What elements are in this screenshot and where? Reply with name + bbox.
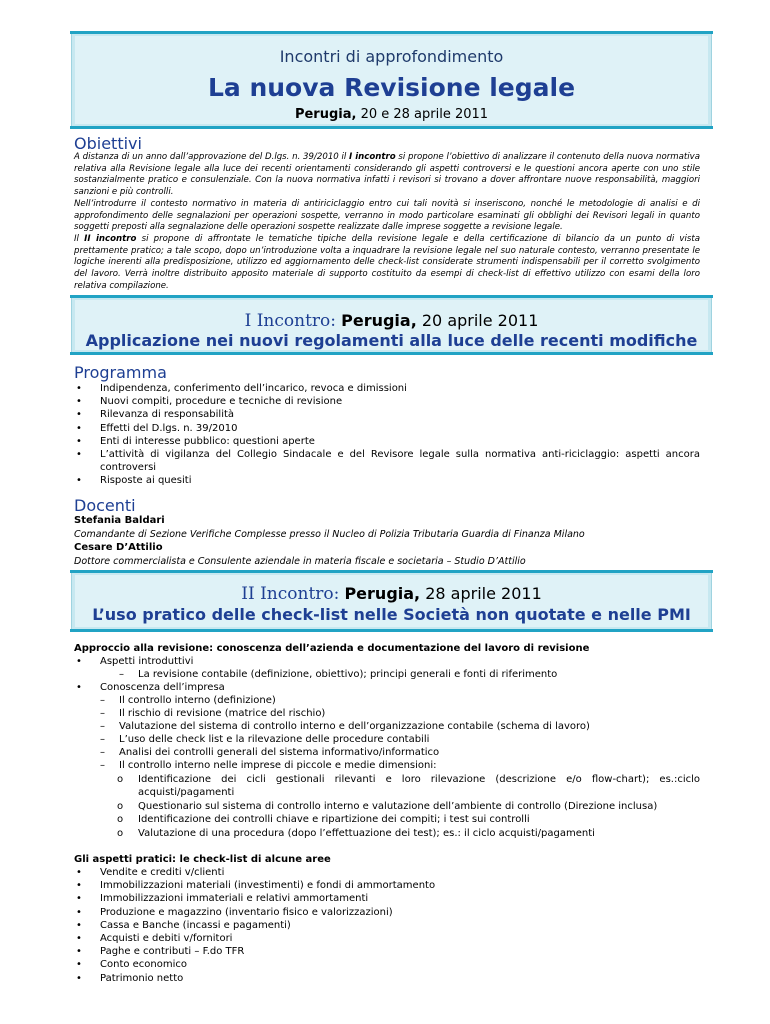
- incontro2-banner: [71, 571, 712, 631]
- document-page: Incontri di approfondimento La nuova Revisione legale Perugia, 20 e 28 aprile 2011 Obiettivi A distanza di un anno dall’approvazione del D.lgs. n. 39/2010 il I incontro si propone l’obiettivo di analizzare il contenuto della nuova normativa relativa alla Revisione legale alla luce dei recenti orientamenti considerando gli aspetti controversi e le questioni ancora aperte con uno stile sostanzialmente pratico e consulenziale. Con la nuova normativa infatti i revisori si trovano a dover affrontare nuove responsabilità, maggiori sanzioni e più controlli. Nell’introdurre il contesto normativo in materia di antiriciclaggio entro cui tali novità si inseriscono, nonché le metodologie di analisi e di approfondimento delle segnalazioni per operazioni sospette, verranno in modo particolare esaminati gli obblighi dei Revisori legali in quanto soggetti preposti alla segnalazione delle operazioni sospette realizzate dalle imprese soggette a revisione legale. Il II incontro si propone di affrontate le tematiche tipiche della revisione legale e della certificazione di bilancio da un punto di vista prettamente pratico; a tale scopo, dopo un’introduzione volta a inquadrare la revisione legale nel suo naturale contesto, verranno presentate le logiche inerenti alla predisposizione, utilizzo ed aggiornamento delle check-list considerate strumenti indispensabili per il corretto svolgimento del lavoro. Verrà inoltre distribuito apposito materiale di supporto costituito da esempi di check-list di effettivo utilizzo con esami della loro relativa compilazione. I Incontro: Perugia, 20 aprile 2011 Applicazione nei nuovi regolamenti alla luce delle recenti modifiche Programma • Indipendenza, conferimento dell’incarico, revoca e dimissioni • Nuovi compiti, procedure e tecniche di revisione • Rilevanza di responsabilità • Effetti del D.lgs. n. 39/2010 • Enti di interesse pubblico: questioni aperte • L’attività di vigilanza del Collegio Sindacale e del Revisore legale sulla normativa anti-riciclaggio: aspetti ancora controversi • Risposte ai quesiti Docenti Stefania Baldari Comandante di Sezione Verifiche Complesse presso il Nucleo di Polizia Tributaria Guardia di Finanza Milano Cesare D’Attilio Dottore commercialista e Consulente aziendale in materia fiscale e societaria – Studio D’Attilio II Incontro: Perugia, 28 aprile 2011 L’uso pratico delle check-list nelle Società non quotate e nelle PMI Approccio alla revisione: conoscenza dell’azienda e documentazione del lavoro di revisione • Aspetti introduttivi – La revisione contabile (definizione, obiettivo); principi generali e fonti di riferimento • Conoscenza dell’impresa – Il controllo interno (definizione) – Il rischio di revisione (matrice del rischio) – Valutazione del sistema di controllo interno e dell’organizzazione contabile (schema di lavoro) – L’uso delle check list e la rilevazione delle procedure contabili – Analisi dei controlli generali del sistema informativo/informatico – Il controllo interno nelle imprese di piccole e medie dimensioni: o Identificazione dei cicli gestionali rilevanti e loro rilevazione (descrizione e/o flow-chart); es.:ciclo acquisti/pagamenti o Questionario sul sistema di controllo interno e valutazione dell’ambiente di controllo (Direzione inclusa) o Identificazione dei controlli chiave e ripartizione dei compiti; i test sui controlli o Valutazione di una procedura (dopo l’effettuazione dei test); es.: il ciclo acquisti/pagamenti Gli aspetti pratici: le check-list di alcune aree • Vendite e crediti v/clienti • Immobilizzazioni materiali (investimenti) e fondi di ammortamento • Immobilizzazioni immateriali e relativi ammortamenti • Produzione e magazzino (inventario fisico e valorizzazioni) • Cassa e Banche (incassi e pagamenti) • Acquisti e debiti v/fornitori • Paghe e contributi – F.do TFR • Conto economico • Patrimonio netto: [0, 0, 770, 1024]
- docenti-heading: Docenti: [74, 496, 136, 515]
- list-item: • Acquisti e debiti v/fornitori: [74, 932, 700, 945]
- list-item: o Identificazione dei controlli chiave e ripartizione dei compiti; i test sui controlli: [117, 814, 530, 825]
- aspetti-heading: Gli aspetti pratici: le check-list di alcune aree: [74, 854, 331, 865]
- list-item: o Identificazione dei cicli gestionali rilevanti e loro rilevazione (descrizione e/o flow-chart); es.:ciclo acquisti/pagamenti: [117, 774, 700, 799]
- incontro1-date-line: I Incontro: Perugia, 20 aprile 2011: [244, 311, 539, 331]
- docente-role: Comandante di Sezione Verifiche Complesse presso il Nucleo di Polizia Tributaria Guardia di Finanza Milano: [74, 529, 585, 540]
- list-item: • Rilevanza di responsabilità: [74, 408, 700, 421]
- incontro2-title: L’uso pratico delle check-list nelle Società non quotate e nelle PMI: [92, 605, 691, 624]
- approccio-heading: Approccio alla revisione: conoscenza dell’azienda e documentazione del lavoro di revisione: [74, 643, 590, 654]
- obiettivi-heading: Obiettivi: [74, 134, 142, 153]
- list-item: • Enti di interesse pubblico: questioni aperte: [74, 435, 700, 448]
- list-item: • Paghe e contributi – F.do TFR: [74, 945, 700, 958]
- list-item: o Questionario sul sistema di controllo interno e valutazione dell’ambiente di controllo (Direzione inclusa): [117, 801, 658, 812]
- list-item: • Effetti del D.lgs. n. 39/2010: [74, 422, 700, 435]
- list-item: • Indipendenza, conferimento dell’incarico, revoca e dimissioni: [74, 382, 700, 395]
- header-title: La nuova Revisione legale: [207, 73, 576, 102]
- list-item: • Conto economico: [74, 958, 700, 971]
- aspetti-list: [74, 866, 700, 985]
- incontro1-banner: [71, 296, 712, 354]
- list-item: • Nuovi compiti, procedure e tecniche di revisione: [74, 395, 700, 408]
- list-item: Conoscenza dell’impresa: [100, 682, 225, 693]
- header-subtitle: Incontri di approfondimento: [279, 47, 504, 66]
- docente-name: Cesare D’Attilio: [74, 542, 163, 553]
- list-item: • L’attività di vigilanza del Collegio Sindacale e del Revisore legale sulla normativa anti-riciclaggio: aspetti ancora controversi: [74, 448, 700, 474]
- list-item: • Immobilizzazioni immateriali e relativi ammortamenti: [74, 892, 700, 905]
- list-item: • Vendite e crediti v/clienti: [74, 866, 700, 879]
- docente-role: Dottore commercialista e Consulente aziendale in materia fiscale e societaria – Studio D’Attilio: [74, 556, 526, 567]
- list-item: o Valutazione di una procedura (dopo l’effettuazione dei test); es.: il ciclo acquisti/pagamenti: [117, 828, 595, 839]
- header-date: Perugia, 20 e 28 aprile 2011: [294, 107, 489, 122]
- list-item: • Produzione e magazzino (inventario fisico e valorizzazioni): [74, 906, 700, 919]
- programma-heading: Programma: [74, 363, 167, 382]
- list-item: • Risposte ai quesiti: [74, 474, 700, 487]
- obiettivi-text: A distanza di un anno dall’approvazione del D.lgs. n. 39/2010 il I incontro si propone l’obiettivo di analizzare il contenuto della nuova normativa relativa alla Revisione legale alla luce dei recenti orientamenti considerando gli aspetti controversi e le questioni ancora aperte con uno stile sostanzialmente pratico e consulenziale. Con la nuova normativa infatti i revisori si trovano a dover affrontare nuove responsabilità, maggiori sanzioni e più controlli. Nell’introdurre il contesto normativo in materia di antiriciclaggio entro cui tali novità si inseriscono, nonché le metodologie di analisi e di approfondimento delle segnalazioni per operazioni sospette, verranno in modo particolare esaminati gli obblighi dei Revisori legali in quanto soggetti preposti alla segnalazione delle operazioni sospette realizzate dalle imprese soggette a revisione legale. Il II incontro si propone di affrontate le tematiche tipiche della revisione legale e della certificazione di bilancio da un punto di vista prettamente pratico; a tale scopo, dopo un’introduzione volta a inquadrare la revisione legale nel suo naturale contesto, verranno presentate le logiche inerenti alla predisposizione, utilizzo ed aggiornamento delle check-list considerate strumenti indispensabili per il corretto svolgimento del lavoro. Verrà inoltre distribuito apposito materiale di supporto costituito da esempi di check-list di effettivo utilizzo con esami della loro relativa compilazione.: [74, 152, 701, 291]
- list-item: • Patrimonio netto: [74, 972, 700, 985]
- list-item: • Immobilizzazioni materiali (investimenti) e fondi di ammortamento: [74, 879, 700, 892]
- incontro1-title: Applicazione nei nuovi regolamenti alla luce delle recenti modifiche: [85, 331, 698, 350]
- header-banner: [71, 32, 712, 128]
- incontro2-date-line: II Incontro: Perugia, 28 aprile 2011: [241, 584, 542, 604]
- list-item: Aspetti introduttivi: [100, 656, 194, 667]
- list-item: La revisione contabile (definizione, obiettivo); principi generali e fonti di riferimento: [138, 669, 558, 680]
- docente-name: Stefania Baldari: [74, 515, 165, 526]
- programma-list: [74, 382, 700, 488]
- list-item: • Cassa e Banche (incassi e pagamenti): [74, 919, 700, 932]
